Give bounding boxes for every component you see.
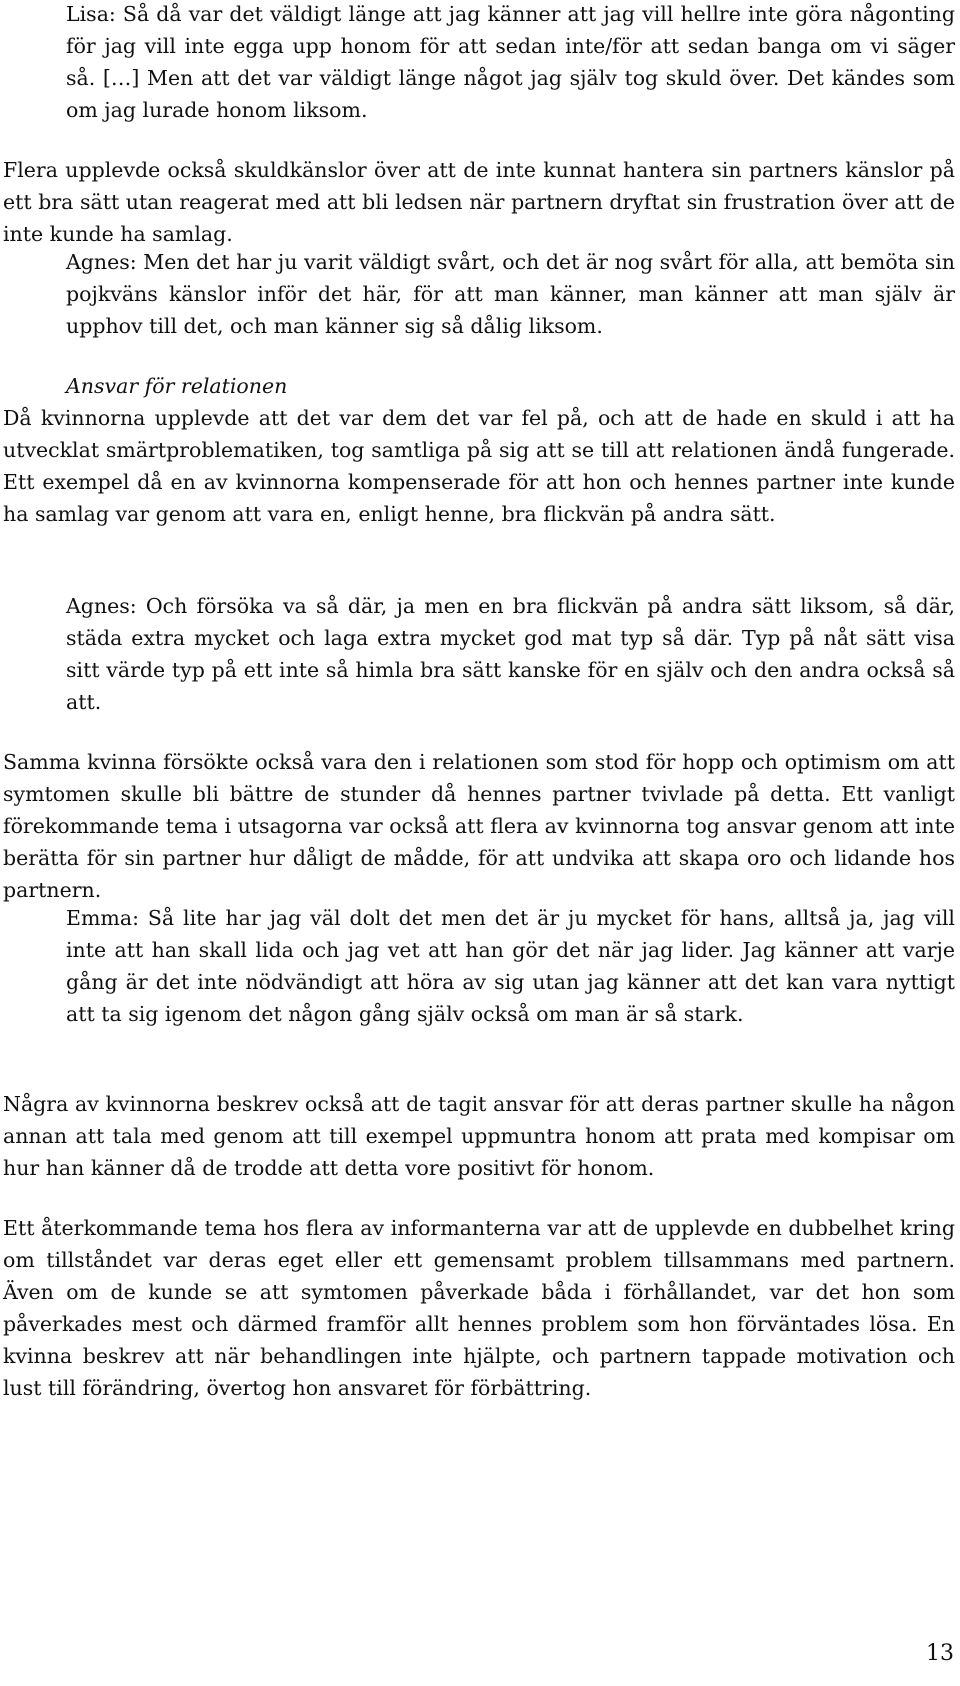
quote-agnes-1: Agnes: Men det har ju varit väldigt svårt, och det är nog svårt för alla, att bemöta sin pojkväns känslor inför det här, för att man känner, man känner att man själv är upphov till det, och man känner sig så dålig liksom. [66, 250, 955, 338]
quote-agnes-2: Agnes: Och försöka va så där, ja men en bra flickvän på andra sätt liksom, så där, städa extra mycket och laga extra mycket god mat typ så där. Typ på nåt sätt visa sitt värde typ på ett inte så himla bra sätt kanske för en själv och den andra också så att. [66, 594, 955, 714]
paragraph-skuldkanslor: Flera upplevde också skuldkänslor över att de inte kunnat hantera sin partners känslor på ett bra sätt utan reagerat med att bli ledsen när partnern dryftat sin frustration över att de inte kunde ha samlag. [3, 158, 955, 246]
quote-lisa: Lisa: Så då var det väldigt länge att jag känner att jag vill hellre inte göra någonting för jag vill inte egga upp honom för att sedan inte/för att sedan banga om vi säger så. […] Men att det var väldigt länge något jag själv tog skuld över. Det kändes som om jag lurade honom liksom. [66, 2, 955, 122]
paragraph-dubbelhet: Ett återkommande tema hos flera av informanterna var att de upplevde en dubbelhet kring om tillståndet var deras eget eller ett gemensamt problem tillsammans med partnern. Även om de kunde se att symtomen påverkade båda i förhållandet, var det hon som påverkades mest och därmed framför allt hennes problem som hon förväntades lösa. En kvinna beskrev att när behandlingen inte hjälpte, och partnern tappade motivation och lust till förändring, övertog hon ansvaret för förbättring. [3, 1216, 955, 1400]
paragraph-ansvar: Då kvinnorna upplevde att det var dem det var fel på, och att de hade en skuld i att ha utvecklat smärtproblematiken, tog samtliga på sig att se till att relationen ändå fungerade. Ett exempel då en av kvinnorna kompenserade för att hon och hennes partner inte kunde ha samlag var genom att vara en, enligt henne, bra flickvän på andra sätt. [3, 406, 955, 526]
section-heading: Ansvar för relationen [66, 374, 288, 398]
paragraph-nagra-kvinnor: Några av kvinnorna beskrev också att de tagit ansvar för att deras partner skulle ha någon annan att tala med genom att till exempel uppmuntra honom att prata med kompisar om hur han känner då de trodde att detta vore positivt för honom. [3, 1092, 955, 1180]
quote-emma: Emma: Så lite har jag väl dolt det men det är ju mycket för hans, alltså ja, jag vill inte att han skall lida och jag vet att han gör det när jag lider. Jag känner att varje gång är det inte nödvändigt att höra av sig utan jag känner att det kan vara nyttigt att ta sig igenom det någon gång själv också om man är så stark. [66, 906, 955, 1026]
paragraph-samma-kvinna: Samma kvinna försökte också vara den i relationen som stod för hopp och optimism om att symtomen skulle bli bättre de stunder då hennes partner tvivlade på detta. Ett vanligt förekommande tema i utsagorna var också att flera av kvinnorna tog ansvar genom att inte berätta för sin partner hur dåligt de mådde, för att undvika att skapa oro och lidande hos partnern. [3, 750, 955, 902]
page-number: 13 [926, 1641, 954, 1666]
